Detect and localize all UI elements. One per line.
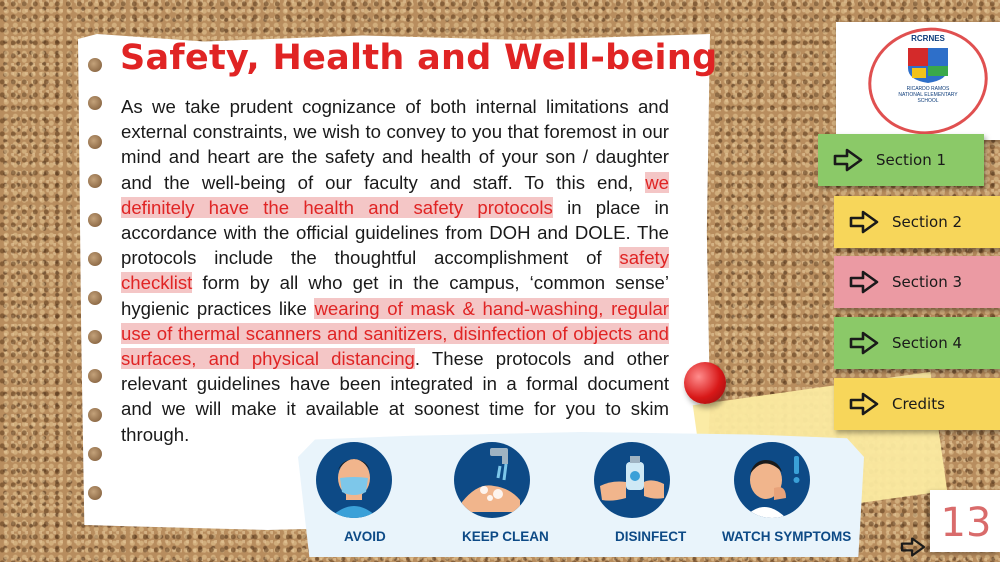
highlighted-text: wearing of mask & hand-washing, regular use of thermal scanners and sanitizers, disinfection of objects and surfaces, and physical distancing	[121, 297, 669, 370]
binder-hole	[88, 252, 102, 266]
nav-tab-label: Credits	[892, 395, 945, 413]
slide-title: Safety, Health and Well-being	[120, 38, 718, 78]
body-text-segment: . These protocols and other relevant guidelines have been integrated in a formal document and we will make it available at soonest time for you to skim through.	[121, 348, 669, 445]
nav-tab-section-1[interactable]	[818, 134, 984, 186]
highlighted-text: we definitely have the health and safety protocols	[121, 171, 669, 218]
guideline-label-watch-symptoms: WATCH SYMPTOMS	[722, 529, 852, 544]
binder-hole	[88, 408, 102, 422]
binder-hole	[88, 58, 102, 72]
guideline-label-keep-clean: KEEP CLEAN	[462, 529, 549, 544]
school-logo-icon	[902, 46, 954, 84]
nav-tab-label: Section 3	[892, 273, 963, 291]
nav-tab-section-2[interactable]	[834, 196, 1000, 248]
hand-washing-icon	[454, 442, 530, 518]
binder-hole	[88, 96, 102, 110]
binder-hole	[88, 135, 102, 149]
body-text-segment: form by all who get in the campus, ‘common sense’ hygienic practices like	[121, 272, 669, 319]
sanitizer-icon	[594, 442, 670, 518]
binder-hole	[88, 486, 102, 500]
nav-tab-label: Section 4	[892, 334, 963, 352]
arrow-right-icon	[832, 147, 864, 173]
arrow-right-icon	[848, 330, 880, 356]
nav-tab-section-3[interactable]	[834, 256, 1000, 308]
binder-hole	[88, 291, 102, 305]
binder-hole	[88, 330, 102, 344]
school-logo-bottom-text: RICARDO RAMOS NATIONAL ELEMENTARY SCHOOL	[898, 86, 958, 104]
face-mask-icon	[316, 442, 392, 518]
highlighted-text: safety checklist	[121, 247, 669, 294]
body-text-segment: As we take prudent cognizance of both internal limitations and external constraints, we wish to convey to you that foremost in our mind and heart are the safety and health of your son / daughter and the well-being of our faculty and staff. To this end,	[121, 96, 669, 193]
body-text-segment: in place in accordance with the official guidelines from DOH and DOLE. The protocols include the thoughtful accomplishment of	[121, 196, 669, 269]
binder-hole	[88, 369, 102, 383]
arrow-right-icon	[848, 391, 880, 417]
school-logo-top-text: RCRNES	[911, 34, 945, 43]
nav-tab-label: Section 2	[892, 213, 963, 231]
nav-tab-credits[interactable]	[834, 378, 1000, 430]
coughing-person-icon	[734, 442, 810, 518]
page-number: 13	[940, 500, 992, 546]
guideline-label-avoid: AVOID	[344, 529, 386, 544]
push-pin-icon	[684, 362, 726, 404]
arrow-right-icon	[848, 269, 880, 295]
next-slide-arrow-icon[interactable]	[898, 536, 928, 558]
binder-hole	[88, 447, 102, 461]
slide-body-text	[121, 94, 669, 447]
guideline-label-disinfect: DISINFECT	[615, 529, 687, 544]
binder-hole	[88, 174, 102, 188]
arrow-right-icon	[848, 209, 880, 235]
binder-hole	[88, 213, 102, 227]
nav-tab-section-4[interactable]	[834, 317, 1000, 369]
nav-tab-label: Section 1	[876, 151, 947, 169]
